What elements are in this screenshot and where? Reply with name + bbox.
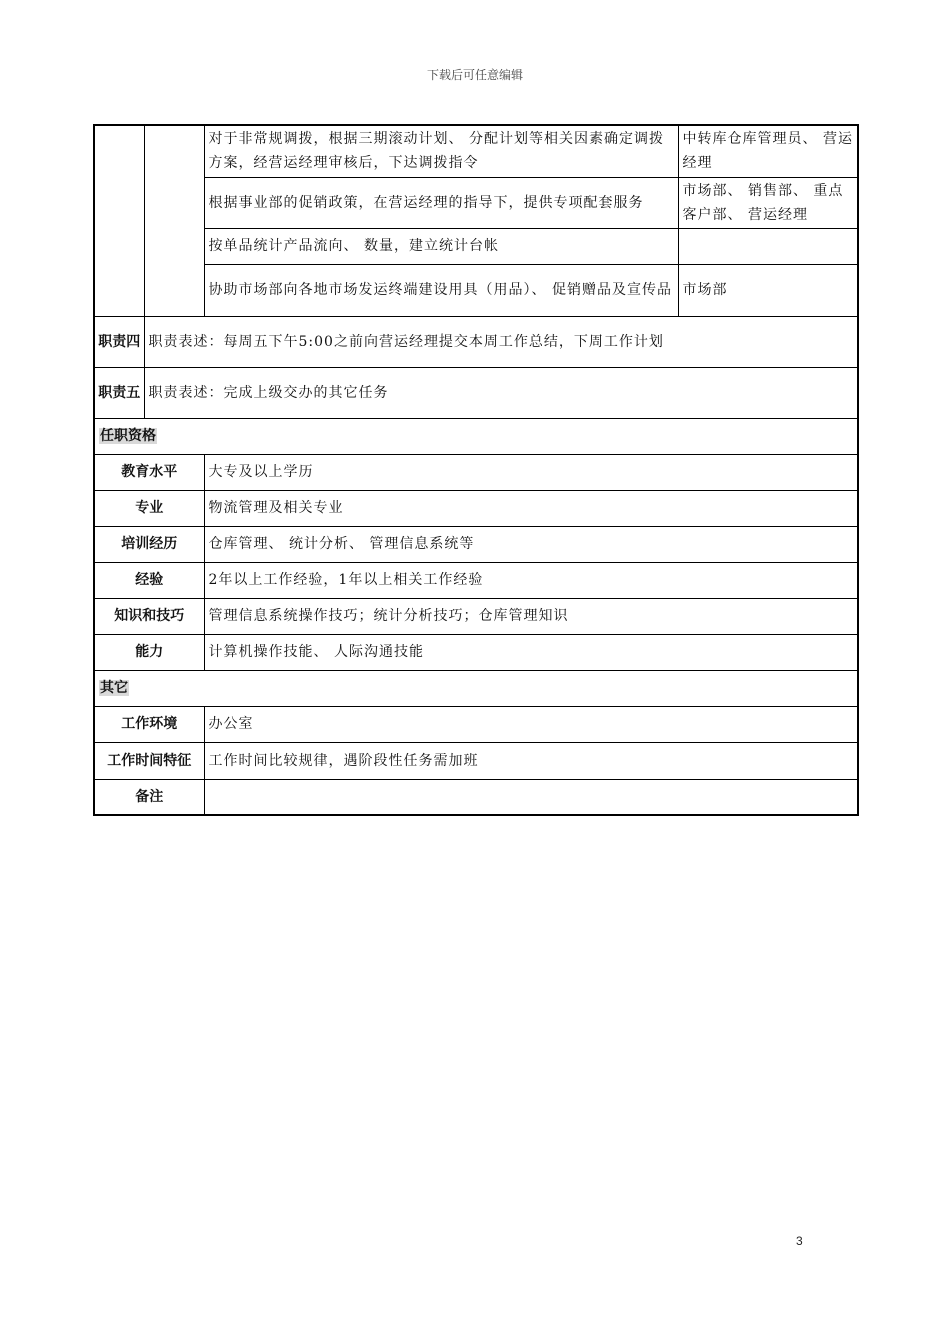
section-header-row bbox=[94, 670, 858, 706]
other-row bbox=[94, 779, 858, 815]
field-value: 工作时间比较规律，遇阶段性任务需加班 bbox=[204, 742, 858, 779]
continued-duty-row bbox=[94, 177, 858, 228]
field-value: 2年以上工作经验，1年以上相关工作经验 bbox=[204, 562, 858, 598]
field-label: 培训经历 bbox=[94, 526, 204, 562]
qualification-row bbox=[94, 598, 858, 634]
duty-description: 职责表述：每周五下午5:00之前向营运经理提交本周工作总结，下周工作计划 bbox=[144, 316, 858, 367]
field-label: 经验 bbox=[94, 562, 204, 598]
continued-duty-row bbox=[94, 264, 858, 316]
field-value bbox=[204, 779, 858, 815]
qualification-row bbox=[94, 490, 858, 526]
qualification-row bbox=[94, 634, 858, 670]
field-label: 知识和技巧 bbox=[94, 598, 204, 634]
field-label: 教育水平 bbox=[94, 454, 204, 490]
other-row bbox=[94, 706, 858, 742]
other-row bbox=[94, 742, 858, 779]
continued-duty-row bbox=[94, 125, 858, 177]
page-number: 3 bbox=[796, 1234, 803, 1248]
duty-partner: 市场部、 销售部、 重点客户部、 营运经理 bbox=[678, 177, 858, 228]
field-value: 物流管理及相关专业 bbox=[204, 490, 858, 526]
duty-label: 职责五 bbox=[94, 367, 144, 418]
duty-partner: 市场部 bbox=[678, 264, 858, 316]
field-value: 计算机操作技能、 人际沟通技能 bbox=[204, 634, 858, 670]
duty-detail: 协助市场部向各地市场发运终端建设用具（用品）、 促销赠品及宣传品 bbox=[204, 264, 678, 316]
duty-category-cell-empty bbox=[144, 125, 204, 316]
duty-detail: 对于非常规调拨，根据三期滚动计划、 分配计划等相关因素确定调拨方案，经营运经理审核后，下达调拨指令 bbox=[204, 125, 678, 177]
qualification-row bbox=[94, 454, 858, 490]
duty-label-cell-empty bbox=[94, 125, 144, 316]
job-description-table bbox=[93, 124, 859, 816]
qualification-row bbox=[94, 526, 858, 562]
field-label: 工作环境 bbox=[94, 706, 204, 742]
qualification-row bbox=[94, 562, 858, 598]
field-value: 办公室 bbox=[204, 706, 858, 742]
field-label: 工作时间特征 bbox=[94, 742, 204, 779]
duty-label: 职责四 bbox=[94, 316, 144, 367]
field-value: 管理信息系统操作技巧；统计分析技巧；仓库管理知识 bbox=[204, 598, 858, 634]
field-label: 能力 bbox=[94, 634, 204, 670]
duty-row bbox=[94, 367, 858, 418]
duty-description: 职责表述：完成上级交办的其它任务 bbox=[144, 367, 858, 418]
duty-row bbox=[94, 316, 858, 367]
field-value: 仓库管理、 统计分析、 管理信息系统等 bbox=[204, 526, 858, 562]
duty-partner: 中转库仓库管理员、 营运经理 bbox=[678, 125, 858, 177]
field-label: 备注 bbox=[94, 779, 204, 815]
field-label: 专业 bbox=[94, 490, 204, 526]
continued-duty-row bbox=[94, 228, 858, 264]
duty-detail: 按单品统计产品流向、 数量，建立统计台帐 bbox=[204, 228, 678, 264]
duty-partner bbox=[678, 228, 858, 264]
other-heading: 其它 bbox=[94, 670, 858, 706]
duty-detail: 根据事业部的促销政策，在营运经理的指导下，提供专项配套服务 bbox=[204, 177, 678, 228]
qualifications-heading: 任职资格 bbox=[94, 418, 858, 454]
section-header-row bbox=[94, 418, 858, 454]
field-value: 大专及以上学历 bbox=[204, 454, 858, 490]
header-note: 下载后可任意编辑 bbox=[426, 68, 523, 82]
